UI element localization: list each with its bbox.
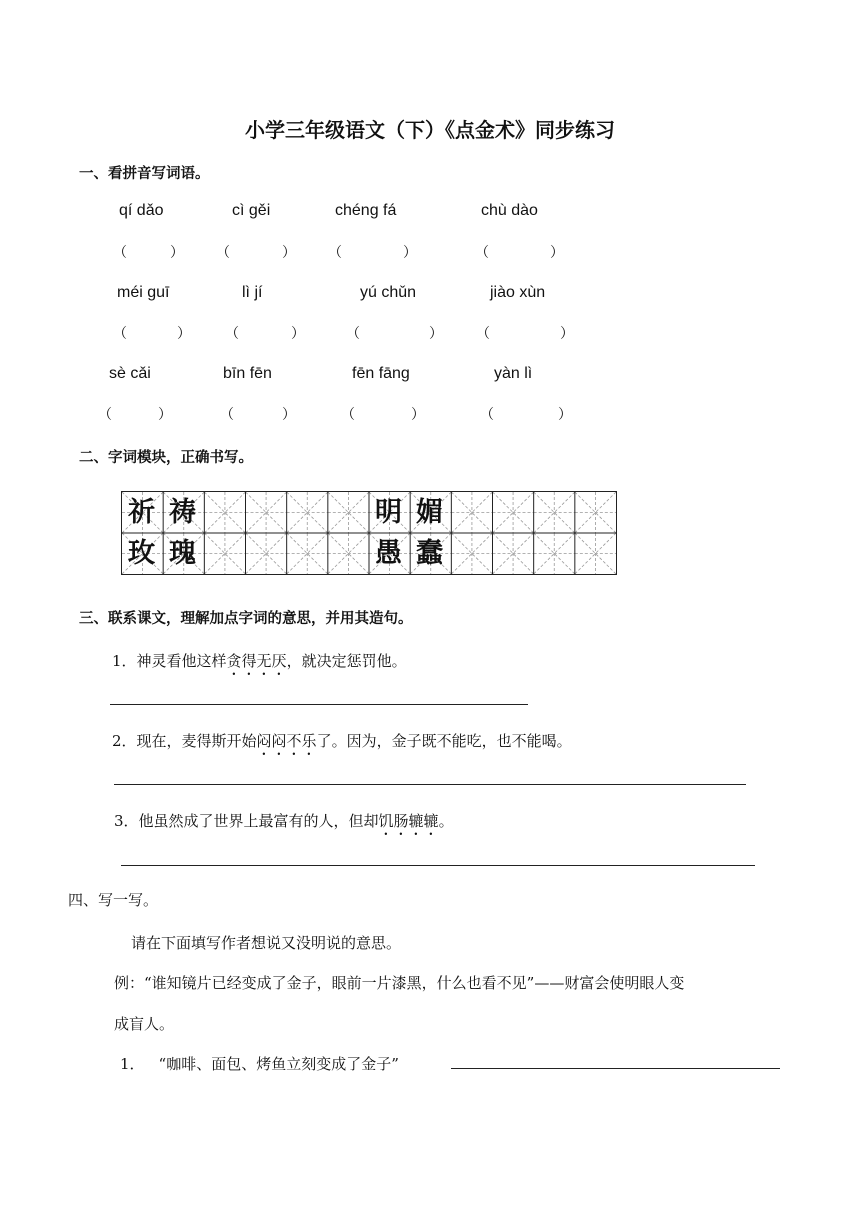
pinyin-bin-fen: bīn fēn [223,365,272,382]
sentence-1: 1．神灵看他这样贪得无厌，就决定惩罚他。 [112,652,407,670]
grid-char: 媚 [416,497,443,528]
pinyin-jiao-xun: jiào xùn [490,284,546,301]
grid-char: 祷 [169,497,196,528]
pinyin-yu-chun: yú chǔn [360,284,417,301]
answer-blank[interactable]: （ ） [98,407,172,423]
answer-blank[interactable]: （ ） [220,407,296,423]
answer-blank[interactable]: （ ） [113,326,191,342]
sentence-3: 3．他虽然成了世界上最富有的人，但却饥肠辘辘。 [114,812,454,830]
dotted-word: 饥肠辘辘 [378,812,439,830]
page-title: 小学三年级语文（下）《点金术》同步练习 [245,118,615,142]
dotted-word: 闷闷不乐 [256,732,317,750]
pinyin-qi-dao: qí dǎo [119,202,164,219]
section-4-heading: 四、写一写。 [68,891,159,909]
pinyin-se-cai: sè cǎi [109,365,151,382]
grid-char: 明 [375,497,402,528]
sentence-2: 2．现在，麦得斯开始闷闷不乐了。因为，金子既不能吃，也不能喝。 [112,732,572,750]
section-3-heading: 三、联系课文，理解加点字词的意思，并用其造句。 [79,611,413,627]
grid-lines [122,492,616,574]
pinyin-cheng-fa: chéng fá [335,202,397,219]
pinyin-mei-gui: méi guī [117,284,170,301]
section-4-instruction: 请在下面填写作者想说又没明说的意思。 [131,934,402,952]
section-1-heading: 一、看拼音写词语。 [79,166,210,182]
answer-blank[interactable]: （ ） [341,407,425,423]
answer-blank[interactable]: （ ） [475,245,564,261]
answer-line[interactable] [114,784,746,785]
example-line-1: 例：“谁知镜片已经变成了金子，眼前一片漆黑，什么也看不见”——财富会使明眼人变 [114,974,685,992]
pinyin-li-ji: lì jí [242,284,263,301]
grid-char: 玫 [128,538,155,569]
pinyin-fen-fang: fēn fāng [352,365,410,382]
grid-char: 祈 [128,497,155,528]
example-line-2: 成盲人。 [114,1015,175,1033]
answer-blank[interactable]: （ ） [113,245,184,261]
answer-blank[interactable]: （ ） [346,326,443,342]
answer-blank[interactable]: （ ） [328,245,417,261]
item-1: 1． “咖啡、面包、烤鱼立刻变成了金子” [120,1055,399,1073]
grid-char: 愚 [375,538,402,569]
answer-line[interactable] [121,865,755,866]
tianzige-grid[interactable] [121,491,617,575]
grid-char: 蠢 [416,538,443,569]
answer-line[interactable] [451,1068,780,1069]
answer-line[interactable] [110,704,528,705]
grid-char: 瑰 [169,538,196,569]
pinyin-ci-gei: cì gěi [232,202,271,219]
answer-blank[interactable]: （ ） [225,326,305,342]
section-2-heading: 二、字词模块，正确书写。 [79,450,253,466]
dotted-word: 贪得无厌 [226,652,287,670]
answer-blank[interactable]: （ ） [480,407,572,423]
pinyin-yan-li: yàn lì [494,365,533,382]
answer-blank[interactable]: （ ） [216,245,296,261]
pinyin-chu-dao: chù dào [481,202,538,219]
answer-blank[interactable]: （ ） [476,326,574,342]
